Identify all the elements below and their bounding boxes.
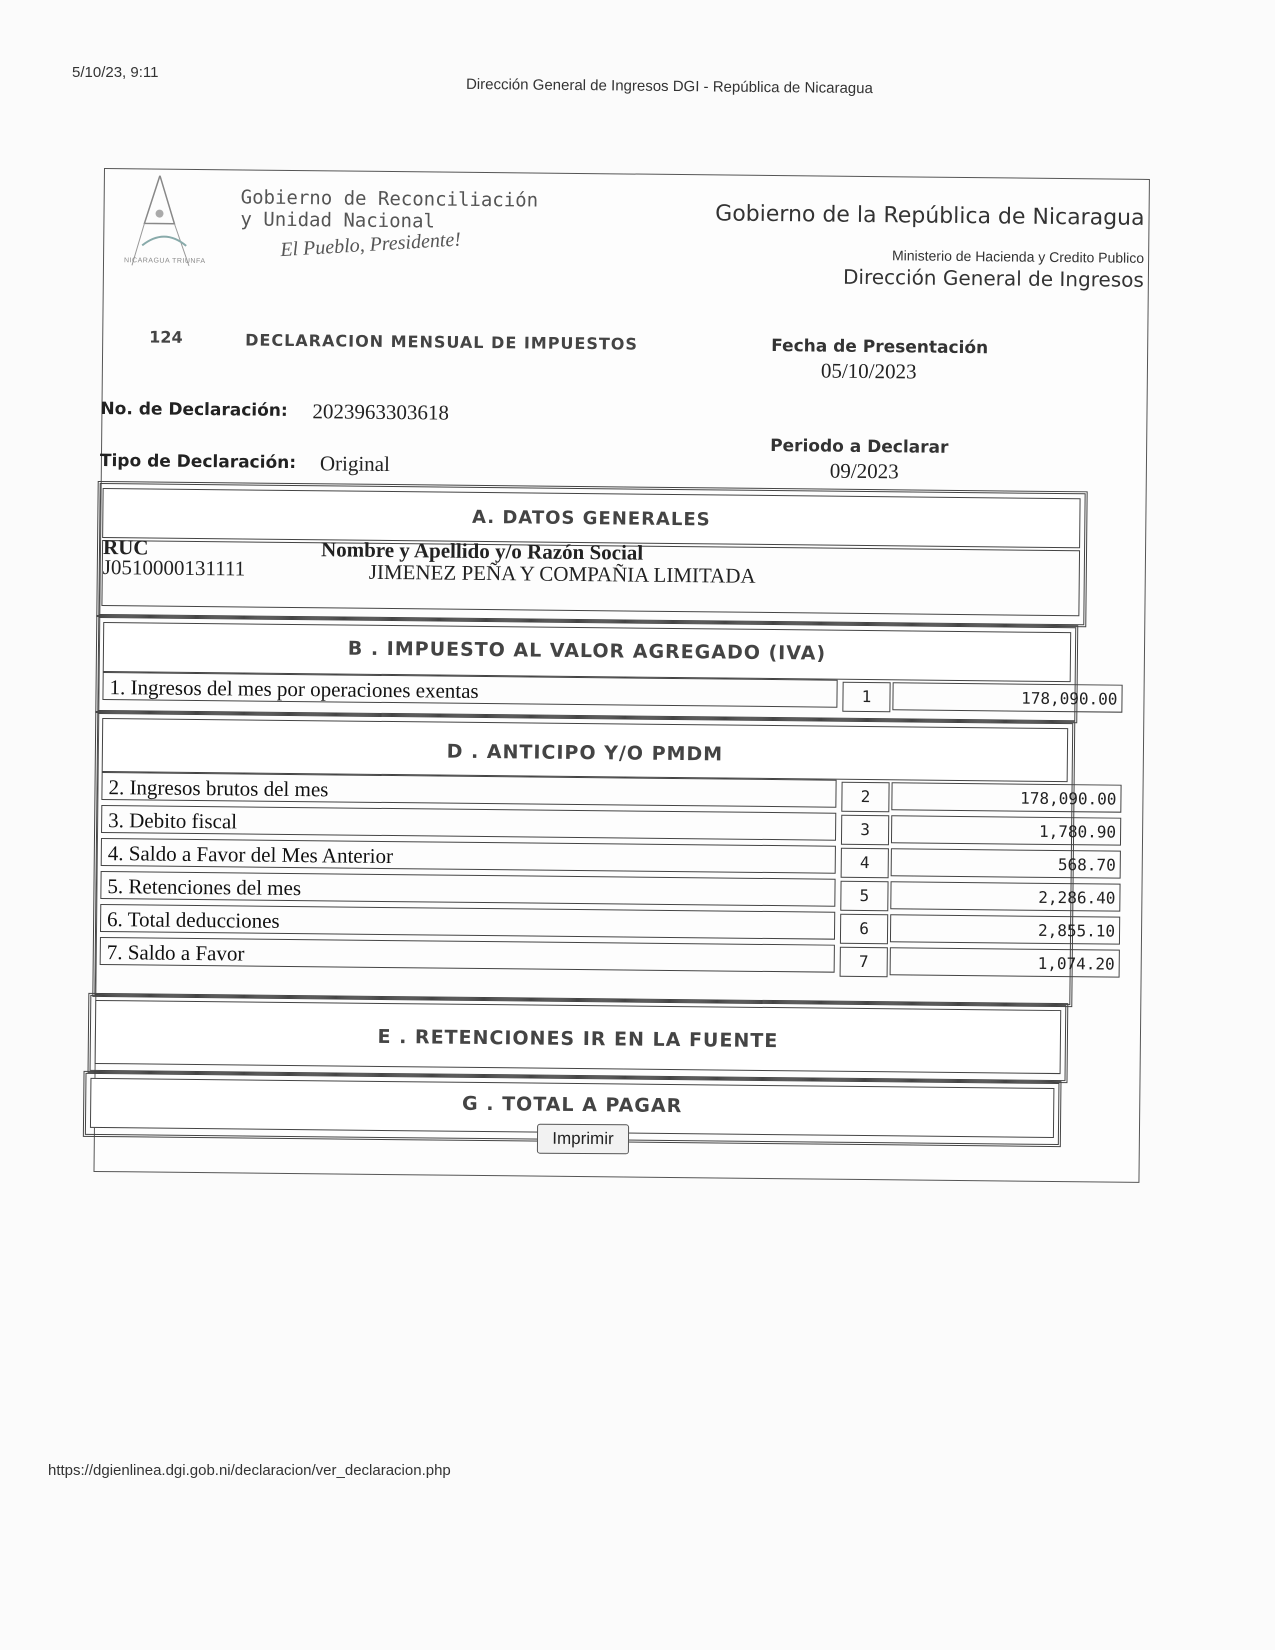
fecha-label: Fecha de Presentación [771, 335, 989, 359]
print-page-title: Dirección General de Ingresos DGI - República de Nicaragua [465, 75, 873, 98]
section-e-header [95, 1000, 1062, 1074]
declaration-document [93, 168, 1149, 1183]
gov-line-1: Gobierno de Reconciliación [240, 186, 539, 212]
section-d-title: D . ANTICIPO Y/O PMDM [446, 740, 724, 766]
row-description: 4. Saldo a Favor del Mes Anterior [101, 838, 836, 874]
periodo-value: 09/2023 [829, 458, 899, 484]
row-value: 1,074.20 [890, 947, 1120, 977]
section-b-frame [95, 615, 1118, 723]
row-value: 1,780.90 [891, 815, 1121, 845]
row-number: 4 [841, 848, 889, 879]
section-b-title: B . IMPUESTO AL VALOR AGREGADO (IVA) [347, 637, 827, 665]
periodo-label: Periodo a Declarar [770, 435, 949, 458]
republic-title: Gobierno de la República de Nicaragua [715, 201, 1145, 231]
row-description: 6. Total deducciones [100, 904, 835, 940]
row-description: 2. Ingresos brutos del mes [101, 772, 836, 808]
section-g-title: G . TOTAL A PAGAR [461, 1092, 683, 1118]
row-description: 7. Saldo a Favor [100, 937, 835, 973]
row-description: 5. Retenciones del mes [100, 871, 835, 907]
section-a-frame [96, 481, 1087, 627]
section-a-title: A. DATOS GENERALES [471, 506, 711, 531]
form-code: 124 [149, 327, 183, 347]
tipo-declaracion-label: Tipo de Declaración: [99, 450, 297, 474]
ruc-label: RUC [102, 535, 149, 560]
ruc-value: J0510000131111 [102, 555, 246, 581]
row-value: 178,090.00 [892, 682, 1122, 712]
gov-line-2: y Unidad Nacional [240, 208, 436, 233]
razon-social-value: JIMENEZ PEÑA Y COMPAÑIA LIMITADA [368, 559, 756, 588]
slogan-signature: El Pueblo, Presidente! [279, 228, 462, 262]
form-title: DECLARACION MENSUAL DE IMPUESTOS [245, 330, 639, 354]
logo-caption: NICARAGUA TRIUNFA [123, 257, 206, 266]
row-number: 7 [840, 947, 888, 978]
row-value: 2,855.10 [890, 914, 1120, 944]
print-button[interactable]: Imprimir [537, 1124, 629, 1155]
section-e-title: E . RETENCIONES IR EN LA FUENTE [377, 1025, 779, 1053]
row-description: 1. Ingresos del mes por operaciones exentas [102, 672, 837, 708]
government-logo [124, 175, 225, 276]
direction-name: Dirección General de Ingresos [842, 264, 1145, 292]
row-number: 1 [842, 682, 890, 713]
no-declaracion-value: 2023963303618 [312, 399, 450, 425]
section-d-frame [92, 711, 1117, 1007]
row-number: 2 [841, 782, 889, 813]
razon-social-label: Nombre y Apellido y/o Razón Social [320, 537, 644, 565]
row-number: 3 [841, 815, 889, 846]
section-a-data [101, 535, 1080, 616]
section-e-frame [88, 993, 1069, 1083]
section-d-header [102, 718, 1069, 782]
row-number: 5 [840, 881, 888, 912]
fecha-value: 05/10/2023 [820, 358, 917, 384]
print-url: https://dgienlinea.dgi.gob.ni/declaracion/ver_declaracion.php [48, 1462, 451, 1479]
row-number: 6 [840, 914, 888, 945]
print-datetime: 5/10/23, 9:11 [72, 64, 159, 81]
row-description: 3. Debito fiscal [101, 805, 836, 841]
row-value: 178,090.00 [891, 782, 1121, 812]
row-value: 568.70 [891, 848, 1121, 878]
ministry-name: Ministerio de Hacienda y Credito Publico [891, 247, 1145, 266]
row-value: 2,286.40 [890, 881, 1120, 911]
no-declaracion-label: No. de Declaración: [100, 398, 288, 421]
tipo-declaracion-value: Original [319, 451, 391, 477]
